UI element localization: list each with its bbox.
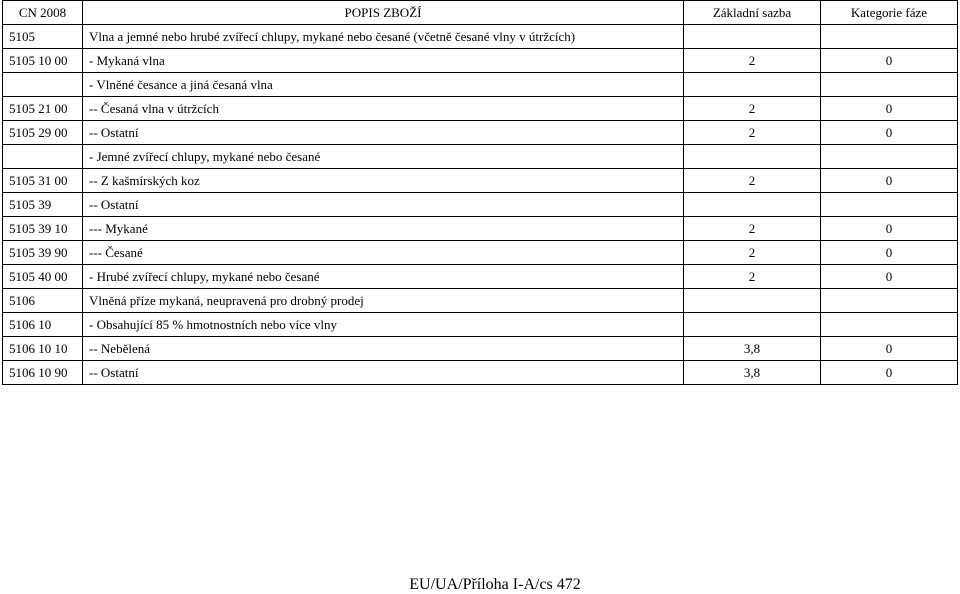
- table-row: [3, 193, 958, 217]
- base-rate-cell: 2: [684, 169, 821, 193]
- header-category: Kategorie fáze: [821, 1, 958, 25]
- category-cell: 0: [821, 265, 958, 289]
- category-cell: 0: [821, 169, 958, 193]
- base-rate-cell: 2: [684, 265, 821, 289]
- base-rate-cell: 2: [684, 121, 821, 145]
- base-rate-cell: [684, 145, 821, 169]
- category-cell: [821, 289, 958, 313]
- category-cell: 0: [821, 361, 958, 385]
- base-rate-cell: [684, 289, 821, 313]
- table-row: [3, 265, 958, 289]
- base-rate-cell: [684, 73, 821, 97]
- header-description: POPIS ZBOŽÍ: [83, 1, 684, 25]
- description-cell: --- Česané: [83, 241, 684, 265]
- header-base-rate: Základní sazba: [684, 1, 821, 25]
- category-cell: [821, 193, 958, 217]
- table-row: [3, 217, 958, 241]
- cn-code-cell: 5105 39 10: [3, 217, 83, 241]
- description-cell: - Vlněné česance a jiná česaná vlna: [83, 73, 684, 97]
- cn-code-cell: 5105 40 00: [3, 265, 83, 289]
- base-rate-cell: [684, 313, 821, 337]
- description-cell: - Obsahující 85 % hmotnostních nebo více vlny: [83, 313, 684, 337]
- cn-code-cell: 5105 31 00: [3, 169, 83, 193]
- header-cn: CN 2008: [3, 1, 83, 25]
- description-cell: - Mykaná vlna: [83, 49, 684, 73]
- table-row: [3, 361, 958, 385]
- category-cell: 0: [821, 97, 958, 121]
- table-row: [3, 337, 958, 361]
- category-cell: 0: [821, 337, 958, 361]
- category-cell: [821, 73, 958, 97]
- cn-code-cell: 5105: [3, 25, 83, 49]
- cn-code-cell: 5105 39: [3, 193, 83, 217]
- table-row: [3, 73, 958, 97]
- base-rate-cell: 2: [684, 97, 821, 121]
- description-cell: Vlněná příze mykaná, neupravená pro drobný prodej: [83, 289, 684, 313]
- category-cell: 0: [821, 49, 958, 73]
- category-cell: 0: [821, 217, 958, 241]
- category-cell: [821, 25, 958, 49]
- cn-code-cell: 5106 10 10: [3, 337, 83, 361]
- category-cell: [821, 313, 958, 337]
- category-cell: 0: [821, 241, 958, 265]
- tariff-table: [2, 0, 958, 385]
- table-row: [3, 121, 958, 145]
- description-cell: -- Česaná vlna v útržcích: [83, 97, 684, 121]
- table-row: [3, 49, 958, 73]
- description-cell: -- Ostatní: [83, 361, 684, 385]
- category-cell: 0: [821, 121, 958, 145]
- description-cell: -- Ostatní: [83, 121, 684, 145]
- cn-code-cell: 5105 21 00: [3, 97, 83, 121]
- table-row: [3, 289, 958, 313]
- table-row: [3, 313, 958, 337]
- base-rate-cell: [684, 193, 821, 217]
- cn-code-cell: 5105 39 90: [3, 241, 83, 265]
- table-body: [3, 25, 958, 385]
- description-cell: -- Nebělená: [83, 337, 684, 361]
- table-row: [3, 97, 958, 121]
- table-header-row: [3, 1, 958, 25]
- base-rate-cell: 2: [684, 217, 821, 241]
- base-rate-cell: [684, 25, 821, 49]
- cn-code-cell: 5106 10: [3, 313, 83, 337]
- description-cell: - Jemné zvířecí chlupy, mykané nebo česané: [83, 145, 684, 169]
- table-row: [3, 145, 958, 169]
- page-footer: EU/UA/Příloha I-A/cs 472: [409, 576, 581, 593]
- cn-code-cell: 5105 10 00: [3, 49, 83, 73]
- cn-code-cell: 5106: [3, 289, 83, 313]
- base-rate-cell: 3,8: [684, 337, 821, 361]
- base-rate-cell: 2: [684, 49, 821, 73]
- cn-code-cell: [3, 73, 83, 97]
- description-cell: - Hrubé zvířecí chlupy, mykané nebo česané: [83, 265, 684, 289]
- category-cell: [821, 145, 958, 169]
- cn-code-cell: 5105 29 00: [3, 121, 83, 145]
- table-row: [3, 25, 958, 49]
- table-row: [3, 241, 958, 265]
- description-cell: Vlna a jemné nebo hrubé zvířecí chlupy, mykané nebo česané (včetně česané vlny v útržcích): [83, 25, 684, 49]
- description-cell: -- Z kašmírských koz: [83, 169, 684, 193]
- description-cell: -- Ostatní: [83, 193, 684, 217]
- base-rate-cell: 2: [684, 241, 821, 265]
- table-row: [3, 169, 958, 193]
- cn-code-cell: [3, 145, 83, 169]
- base-rate-cell: 3,8: [684, 361, 821, 385]
- description-cell: --- Mykané: [83, 217, 684, 241]
- cn-code-cell: 5106 10 90: [3, 361, 83, 385]
